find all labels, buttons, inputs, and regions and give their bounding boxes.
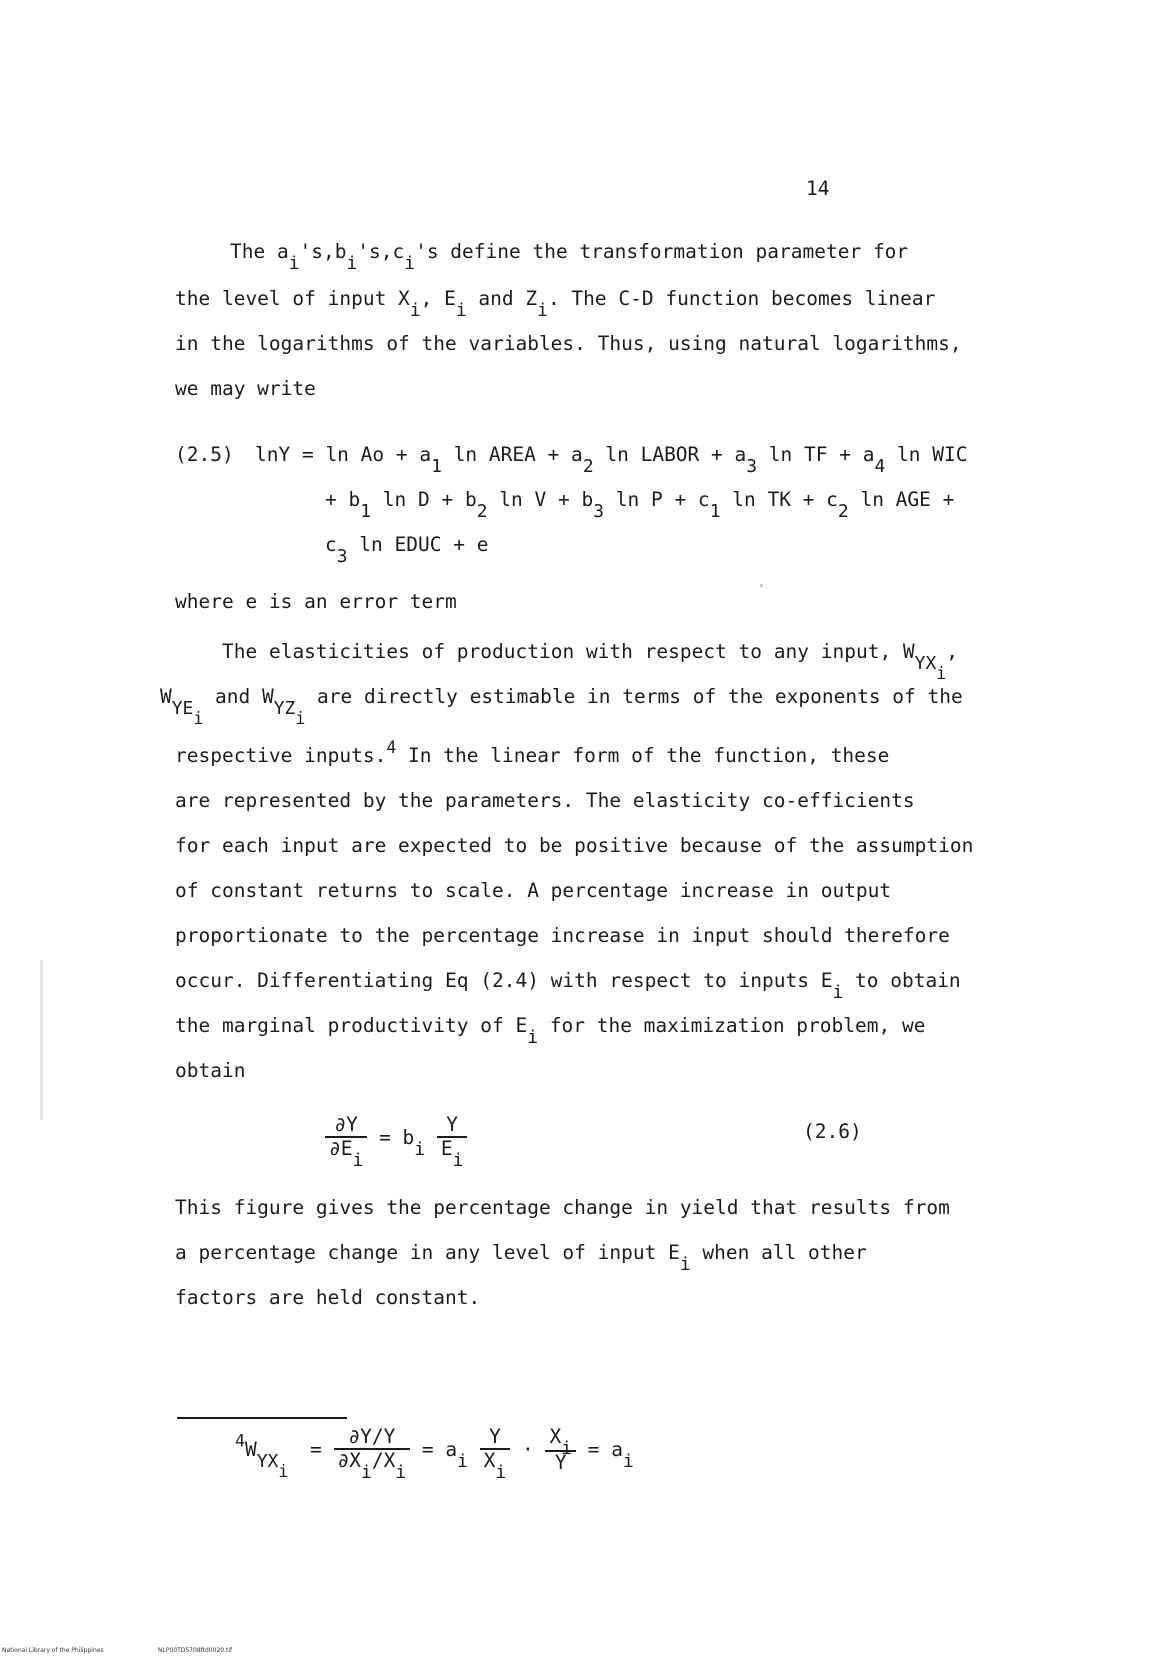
paragraph2-line5: for each input are expected to be positive because of the assumption — [175, 834, 974, 857]
footer-library: National Library of the Philippines — [2, 1647, 104, 1654]
footnote-fraction-3: $\frac{X_i}{Y}$ — [545, 1427, 576, 1474]
equation-2-6-label: (2.6) — [803, 1120, 862, 1143]
equation-2-5-line2: + $b_1$ $\ln D + b_2$ $\ln V + b_3$ $\ln P + c_1$ ln TK + $c_2$ ln AGE + — [325, 488, 955, 523]
paragraph1-line4: we may write — [175, 377, 316, 400]
paragraph2-line1: The elasticities of production with respect to any input, $W_{YX_i}$, — [222, 640, 958, 684]
footnote-ref: 4 — [386, 737, 397, 757]
footnote-fraction-2: $\frac{Y}{X_i}$ — [480, 1427, 511, 1474]
footnote-divider — [177, 1417, 347, 1419]
paragraph2-line4: are represented by the parameters. The elasticity co-efficients — [175, 789, 915, 812]
paragraph1-line3: in the logarithms of the variables. Thus, using natural logarithms, — [175, 332, 962, 355]
error-term-line: where e is an error term — [175, 590, 457, 613]
scan-edge-noise — [40, 960, 43, 1120]
scan-speck — [760, 584, 763, 587]
paragraph2-line6: of constant returns to scale. A percentage increase in output — [175, 879, 892, 902]
paragraph1-line1: The $a_i's,b_i's,c_i's$ define the transformation parameter for — [230, 240, 909, 275]
page-number: 14 — [806, 177, 830, 200]
footnote-fraction-1: $\frac{\partial Y/Y}{\partial X_i/X_i}$ — [334, 1427, 411, 1474]
paragraph2-line7: proportionate to the percentage increase in input should therefore — [175, 924, 950, 947]
paragraph2-line2: $W_{YE_i}$ and $W_{YZ_i}$ are directly estimable in terms of the exponents of the — [160, 685, 963, 729]
paragraph3-line2: a percentage change in any level of input $E_i$ when all other — [175, 1241, 867, 1276]
equation-2-5-line1: $\ln Y = \ln Ao + a_1$ ln AREA + $a_2$ ln LABOR + $a_3$ ln TF + $a_4$ ln WIC — [255, 443, 968, 478]
partial-fraction-right: $\frac{Y}{E_i}$ — [437, 1115, 468, 1162]
paragraph2-line10: obtain — [175, 1059, 246, 1082]
partial-fraction-left: $\frac{\partial Y}{\partial E_i}$ — [325, 1115, 367, 1162]
equation-2-6: $\frac{\partial Y}{\partial E_i}$ = $b_i$ $\frac{Y}{E_i}$ — [325, 1115, 467, 1162]
equation-2-5-label: (2.5) — [175, 443, 234, 466]
paragraph1-line2: the level of input $X_i$, $E_i$ and $Z_i$. The C-D function becomes linear — [175, 287, 936, 322]
footer-file: NLP00TD5708ftd0020.tif — [158, 1647, 233, 1654]
paragraph3-line3: factors are held constant. — [175, 1286, 481, 1309]
equation-2-5-line3: $c_3$ ln EDUC + e — [325, 533, 489, 568]
paragraph2-line8: occur. Differentiating Eq (2.4) with respect to inputs $E_i$ to obtain — [175, 969, 961, 1004]
paragraph3-line1: This figure gives the percentage change in yield that results from — [175, 1196, 950, 1219]
footnote-equation: $^4W_{YX_i}$ = $\frac{\partial Y/Y}{\partial X_i/X_i}$ = $a_i$ $\frac{Y}{X_i}$ · $\frac{X_i}{Y}$ = $a_i$ — [235, 1425, 634, 1484]
paragraph2-line9: the marginal productivity of $E_i$ for the maximization problem, we — [175, 1014, 926, 1049]
paragraph2-line3: respective inputs.$^4$ In the linear form of the function, these — [175, 737, 890, 767]
